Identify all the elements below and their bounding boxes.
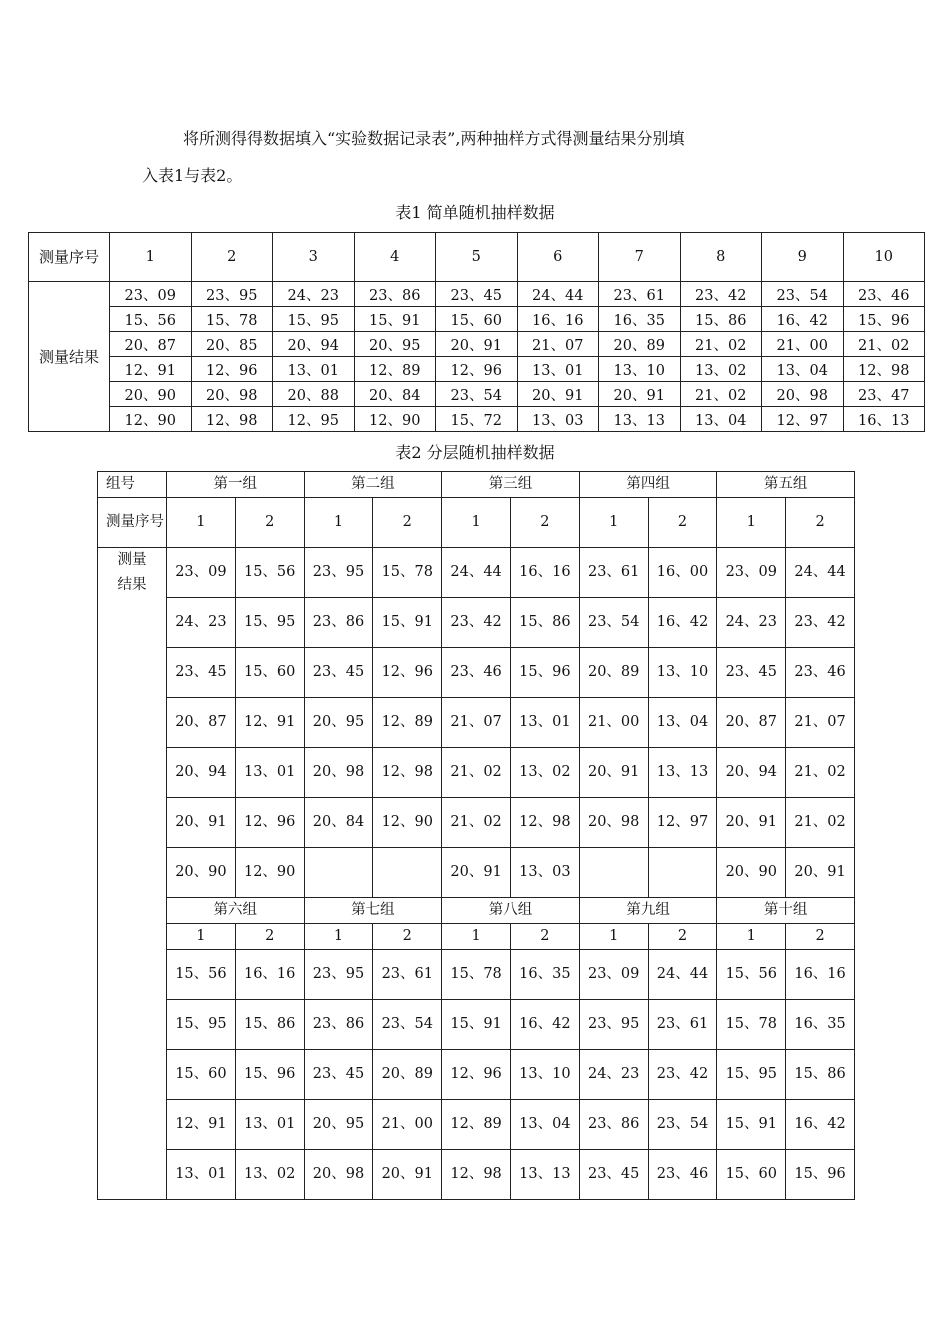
table1-cell: 12、89 [354,357,436,382]
table1-cell: 13、01 [517,357,599,382]
table2-seq-number: 1 [442,498,511,548]
table-row [98,748,855,798]
table2-seq-number: 2 [648,498,717,548]
table1-cell: 16、35 [599,307,681,332]
table2-seq-number: 2 [373,498,442,548]
table2-cell: 16、35 [510,950,579,1000]
table2-cell: 12、96 [373,648,442,698]
table2-cell: 21、02 [442,798,511,848]
table2-group-name: 第二组 [304,472,442,498]
table-row [29,307,925,332]
table2-cell: 15、60 [167,1050,236,1100]
table1-cell: 12、96 [436,357,518,382]
table2-cell: 20、98 [304,748,373,798]
table2-cell: 16、00 [648,548,717,598]
table1-cell: 24、44 [517,282,599,307]
table2-cell: 23、95 [579,1000,648,1050]
table2-cell: 24、44 [648,950,717,1000]
table1-cell: 20、91 [436,332,518,357]
table2-cell: 23、61 [373,950,442,1000]
table2-cell: 12、90 [373,798,442,848]
table1-column-number: 7 [599,233,681,282]
table2-cell: 20、98 [304,1150,373,1200]
table1-column-number: 3 [273,233,355,282]
table2-cell: 23、46 [648,1150,717,1200]
table2-cell: 13、10 [648,648,717,698]
table1-cell: 12、96 [191,357,273,382]
table1-caption: 表1 简单随机抽样数据 [395,203,555,222]
table2-cell: 23、45 [167,648,236,698]
table2-group-name: 第五组 [717,472,855,498]
table1-column-number: 5 [436,233,518,282]
table-row [29,407,925,432]
table2-caption: 表2 分层随机抽样数据 [395,443,555,462]
table2-cell: 13、01 [235,1100,304,1150]
table1-cell: 15、60 [436,307,518,332]
table2-seq-number: 2 [510,924,579,950]
table1-cell: 13、01 [273,357,355,382]
table2-seq-number: 1 [579,498,648,548]
table2-cell: 23、09 [579,950,648,1000]
table2-cell: 20、91 [579,748,648,798]
table1-cell: 23、46 [843,282,925,307]
table-row [29,332,925,357]
table2-cell: 24、23 [579,1050,648,1100]
table1-column-number: 4 [354,233,436,282]
table2-group-row [98,472,855,498]
table2-cell: 13、13 [648,748,717,798]
table1-column-number: 1 [110,233,192,282]
table2-cell: 20、91 [717,798,786,848]
table1-cell: 23、61 [599,282,681,307]
table1-cell: 15、72 [436,407,518,432]
table1-cell: 13、04 [762,357,844,382]
table2-cell: 23、95 [304,950,373,1000]
table2-group-name: 第一组 [167,472,305,498]
table2-cell: 12、91 [167,1100,236,1150]
table2-cell: 15、95 [717,1050,786,1100]
table2-seq-number: 1 [442,924,511,950]
table2-seq-label: 测量序号 [98,498,167,548]
table2-cell: 24、44 [442,548,511,598]
table2-cell: 13、01 [510,698,579,748]
table2-cell: 12、91 [235,698,304,748]
table2-cell: 24、23 [167,598,236,648]
table2-cell: 12、89 [442,1100,511,1150]
table2-cell: 20、84 [304,798,373,848]
table2-cell: 23、46 [442,648,511,698]
table2-cell: 20、87 [167,698,236,748]
table2-cell: 21、02 [442,748,511,798]
table-row [29,282,925,307]
intro-line-2: 入表1与表2。 [142,166,243,185]
table1-cell: 16、16 [517,307,599,332]
table2-cell: 15、96 [235,1050,304,1100]
table2-seq-number: 2 [786,498,855,548]
table2-cell: 23、45 [304,648,373,698]
table2-cell: 20、91 [786,848,855,898]
table1-cell: 12、98 [191,407,273,432]
table2-seq-number: 2 [235,498,304,548]
table2-cell: 21、02 [786,748,855,798]
table2-cell: 13、04 [648,698,717,748]
table2-cell: 13、13 [510,1150,579,1200]
table2-cell: 13、02 [510,748,579,798]
table2-cell: 20、87 [717,698,786,748]
table2-group-name: 第十组 [717,898,855,924]
table1-cell: 23、45 [436,282,518,307]
table2-cell: 15、86 [510,598,579,648]
table1 [28,232,925,432]
table2-cell: 23、86 [304,598,373,648]
table1-cell: 20、84 [354,382,436,407]
table1-cell: 15、91 [354,307,436,332]
intro-line-1: 将所测得得数据填入“实验数据记录表”,两种抽样方式得测量结果分别填 [183,129,685,148]
table2-cell: 23、46 [786,648,855,698]
table2-cell: 13、02 [235,1150,304,1200]
table2-seq-number: 1 [579,924,648,950]
table-row [98,598,855,648]
table2-cell: 15、56 [167,950,236,1000]
table2-cell: 16、16 [786,950,855,1000]
table-row [29,382,925,407]
table1-cell: 23、86 [354,282,436,307]
table2-cell: 13、01 [235,748,304,798]
table2-cell: 15、56 [717,950,786,1000]
table2-cell: 23、86 [304,1000,373,1050]
table1-cell: 21、02 [680,382,762,407]
table2-cell: 23、61 [579,548,648,598]
table2-cell: 23、42 [648,1050,717,1100]
table1-column-number: 10 [843,233,925,282]
table2-group-label: 组号 [98,472,167,498]
table1-cell: 12、90 [110,407,192,432]
table1-cell: 12、98 [843,357,925,382]
table2-cell: 15、91 [373,598,442,648]
table2-cell: 20、91 [442,848,511,898]
table2-cell: 21、07 [442,698,511,748]
table2-cell: 21、00 [373,1100,442,1150]
table2-cell: 12、97 [648,798,717,848]
table2-cell: 12、90 [235,848,304,898]
table1-cell: 15、86 [680,307,762,332]
table1-cell: 15、56 [110,307,192,332]
table1-column-number: 6 [517,233,599,282]
table2-cell: 15、96 [786,1150,855,1200]
table1-cell: 20、91 [517,382,599,407]
table1-cell: 12、97 [762,407,844,432]
table-row [98,1050,855,1100]
table2-cell [304,848,373,898]
table2-cell: 15、91 [442,1000,511,1050]
table2-cell: 21、07 [786,698,855,748]
table-row [98,1150,855,1200]
table1-cell: 13、13 [599,407,681,432]
table2-cell: 23、45 [304,1050,373,1100]
table1-cell: 20、89 [599,332,681,357]
table2-cell: 15、86 [786,1050,855,1100]
table1-cell: 23、47 [843,382,925,407]
table-row [29,357,925,382]
table1-cell: 20、88 [273,382,355,407]
table2-seq-number: 2 [235,924,304,950]
table1-cell: 16、13 [843,407,925,432]
table1-header-row [29,233,925,282]
table1-header-label: 测量序号 [29,233,110,282]
table2-cell [648,848,717,898]
table1-cell: 13、10 [599,357,681,382]
table2-cell: 20、95 [304,698,373,748]
table1-cell: 20、85 [191,332,273,357]
table2-cell: 20、91 [373,1150,442,1200]
table2-cell: 23、09 [717,548,786,598]
table1-cell: 23、95 [191,282,273,307]
table2-cell: 20、90 [167,848,236,898]
table2-group-name: 第三组 [442,472,580,498]
table1-cell: 21、02 [843,332,925,357]
table2-cell: 12、96 [442,1050,511,1100]
table2-cell: 15、78 [442,950,511,1000]
table2-cell: 24、44 [786,548,855,598]
table2-cell: 16、16 [510,548,579,598]
table2-cell: 16、35 [786,1000,855,1050]
table1-column-number: 2 [191,233,273,282]
table2-cell: 15、60 [717,1150,786,1200]
table2-group-name: 第七组 [304,898,442,924]
table2-seq-number: 1 [167,924,236,950]
table1-column-number: 9 [762,233,844,282]
table1-cell: 21、00 [762,332,844,357]
table2-cell: 16、42 [786,1100,855,1150]
table2-cell: 24、23 [717,598,786,648]
table2-seq-number: 2 [648,924,717,950]
table2-seq-number: 1 [304,924,373,950]
table2-seq-number: 2 [510,498,579,548]
table2-cell: 20、89 [373,1050,442,1100]
table1-cell: 15、78 [191,307,273,332]
table2-seq-number: 2 [373,924,442,950]
table1-cell: 21、07 [517,332,599,357]
table2-cell: 16、16 [235,950,304,1000]
table2-cell: 23、42 [786,598,855,648]
table1-cell: 16、42 [762,307,844,332]
table2-group-name: 第六组 [167,898,305,924]
table2-seq-number: 1 [167,498,236,548]
table2-cell: 12、96 [235,798,304,848]
table2-cell: 20、89 [579,648,648,698]
table1-cell: 20、90 [110,382,192,407]
table1-column-number: 8 [680,233,762,282]
table1-cell: 13、04 [680,407,762,432]
table2-group-row [98,898,855,924]
table1-cell: 12、91 [110,357,192,382]
table1-row-label: 测量结果 [29,282,110,432]
table2-cell: 15、56 [235,548,304,598]
table2-cell: 15、95 [167,1000,236,1050]
table2-cell: 20、90 [717,848,786,898]
table2-cell: 12、98 [510,798,579,848]
table2-group-name: 第九组 [579,898,717,924]
table2-cell: 23、95 [304,548,373,598]
table2-seq-number: 2 [786,924,855,950]
table2-cell: 15、78 [373,548,442,598]
table2-cell: 23、54 [579,598,648,648]
table2-cell: 15、86 [235,1000,304,1050]
table1-cell: 20、95 [354,332,436,357]
table1-cell: 20、91 [599,382,681,407]
table-row [98,950,855,1000]
table2-cell: 23、54 [648,1100,717,1150]
table2-cell: 15、96 [510,648,579,698]
table1-cell: 12、90 [354,407,436,432]
table2-cell: 23、54 [373,1000,442,1050]
table2-cell: 12、98 [442,1150,511,1200]
table2 [97,471,855,1200]
table2-cell: 20、94 [717,748,786,798]
table2-seq-row [98,498,855,548]
table2-cell: 21、00 [579,698,648,748]
table2-cell: 15、60 [235,648,304,698]
table1-cell: 20、98 [191,382,273,407]
table2-cell: 23、45 [717,648,786,698]
table2-cell: 15、91 [717,1100,786,1150]
table2-cell: 16、42 [510,1000,579,1050]
table2-cell: 21、02 [786,798,855,848]
table2-cell: 23、42 [442,598,511,648]
table2-group-name: 第八组 [442,898,580,924]
table2-seq-number: 1 [717,498,786,548]
table2-cell: 23、09 [167,548,236,598]
table2-cell: 20、91 [167,798,236,848]
table-row [98,798,855,848]
table2-cell: 20、95 [304,1100,373,1150]
table2-cell: 13、01 [167,1150,236,1200]
table1-cell: 23、42 [680,282,762,307]
table2-cell: 13、10 [510,1050,579,1100]
table2-cell: 23、61 [648,1000,717,1050]
table2-seq-number: 1 [717,924,786,950]
table2-cell: 20、98 [579,798,648,848]
table1-cell: 12、95 [273,407,355,432]
table-row [98,848,855,898]
table1-cell: 23、54 [762,282,844,307]
table2-cell: 15、78 [717,1000,786,1050]
table1-cell: 21、02 [680,332,762,357]
table2-cell [373,848,442,898]
table2-seq-row [98,924,855,950]
table-row [98,1100,855,1150]
table2-cell: 13、03 [510,848,579,898]
table1-cell: 13、02 [680,357,762,382]
table1-cell: 23、09 [110,282,192,307]
table2-cell: 20、94 [167,748,236,798]
table-row [98,648,855,698]
table2-cell: 15、95 [235,598,304,648]
table1-cell: 20、98 [762,382,844,407]
table1-cell: 24、23 [273,282,355,307]
table1-cell: 20、87 [110,332,192,357]
table2-cell: 12、98 [373,748,442,798]
table2-result-label: 测量结果 [98,548,167,1200]
table1-cell: 23、54 [436,382,518,407]
table2-cell: 13、04 [510,1100,579,1150]
table2-seq-number: 1 [304,498,373,548]
table2-cell: 16、42 [648,598,717,648]
table2-group-name: 第四组 [579,472,717,498]
table2-cell [579,848,648,898]
table-row [98,548,855,598]
table1-cell: 13、03 [517,407,599,432]
table-row [98,1000,855,1050]
table1-cell: 15、95 [273,307,355,332]
table2-cell: 23、45 [579,1150,648,1200]
table1-cell: 15、96 [843,307,925,332]
table1-cell: 20、94 [273,332,355,357]
table2-cell: 12、89 [373,698,442,748]
table2-cell: 23、86 [579,1100,648,1150]
table-row [98,698,855,748]
